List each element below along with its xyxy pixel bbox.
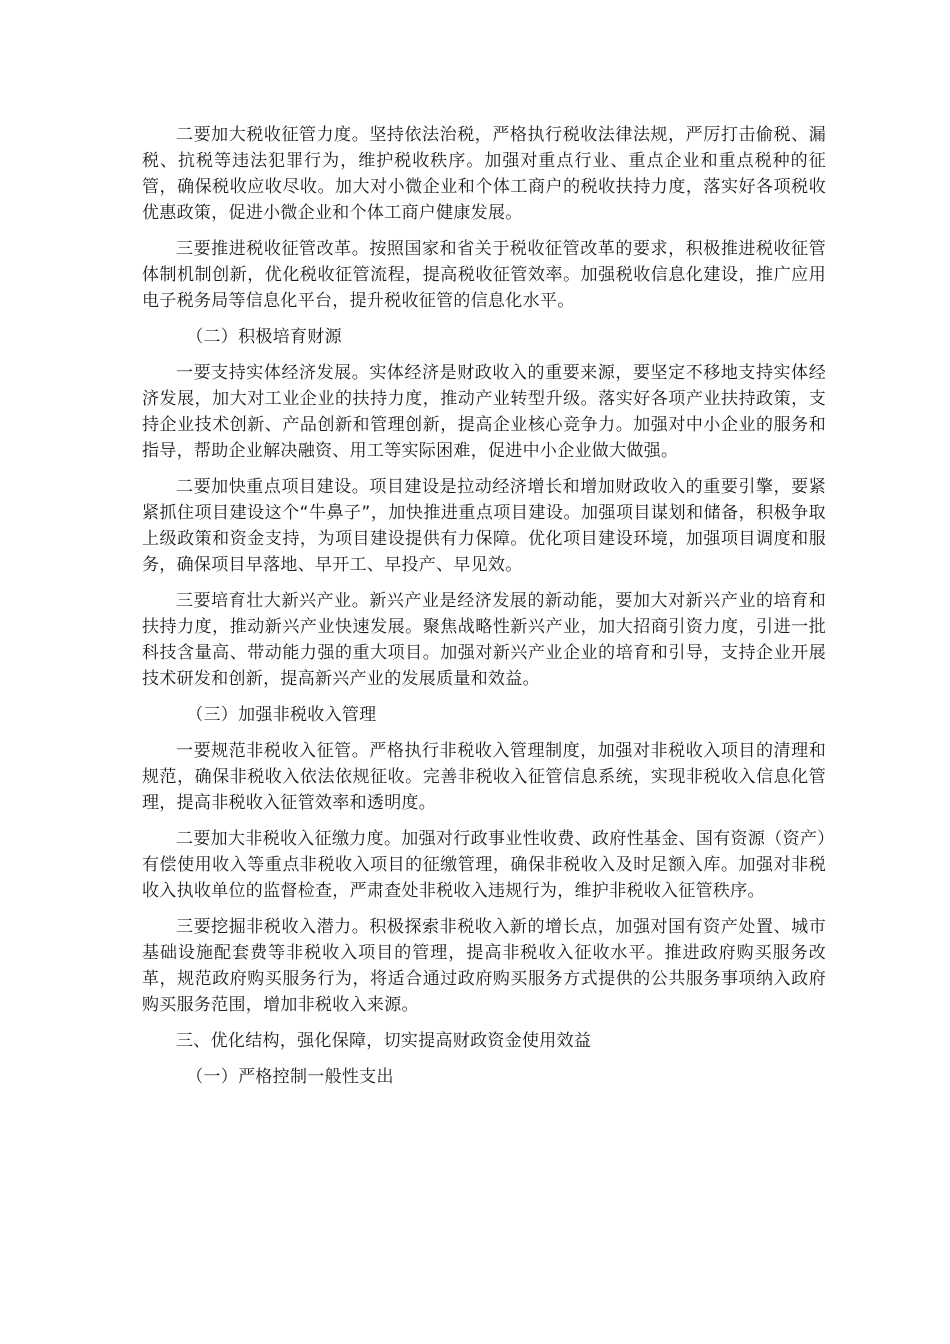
section-heading-non-tax-revenue: （三）加强非税收入管理 <box>186 705 377 725</box>
section-heading-cultivate-revenue: （二）积极培育财源 <box>186 327 342 347</box>
document-body <box>142 122 826 1100</box>
section-heading-control-spending: （一）严格控制一般性支出 <box>186 1067 394 1087</box>
paragraph-tax-reform: 三要推进税收征管改革。按照国家和省关于税收征管改革的要求，积极推进税收征管体制机制创新，优化税收征管流程，提高税收征管效率。加强税收信息化建设，推广应用电子税务局等信息化平台，提升税收征管的信息化水平。 <box>142 239 826 311</box>
paragraph-non-tax-standardize: 一要规范非税收入征管。严格执行非税收入管理制度，加强对非税收入项目的清理和规范，确保非税收入依法依规征收。完善非税收入征管信息系统，实现非税收入信息化管理，提高非税收入征管效率和透明度。 <box>142 741 826 813</box>
paragraph-key-projects: 二要加快重点项目建设。项目建设是拉动经济增长和增加财政收入的重要引擎，要紧紧抓住项目建设这个“牛鼻子”，加快推进重点项目建设。加强项目谋划和储备，积极争取上级政策和资金支持，为项目建设提供有力保障。优化项目建设环境，加强项目调度和服务，确保项目早落地、早开工、早投产、早见效。 <box>142 477 826 575</box>
paragraph-real-economy: 一要支持实体经济发展。实体经济是财政收入的重要来源，要坚定不移地支持实体经济发展，加大对工业企业的扶持力度，推动产业转型升级。落实好各项产业扶持政策，支持企业技术创新、产品创新和管理创新，提高企业核心竞争力。加强对中小企业的服务和指导，帮助企业解决融资、用工等实际困难，促进中小企业做大做强。 <box>142 363 826 461</box>
paragraph-tax-enforcement: 二要加大税收征管力度。坚持依法治税，严格执行税收法律法规，严厉打击偷税、漏税、抗税等违法犯罪行为，维护税收秩序。加强对重点行业、重点企业和重点税种的征管，确保税收应收尽收。加大对小微企业和个体工商户的税收扶持力度，落实好各项税收优惠政策，促进小微企业和个体工商户健康发展。 <box>142 125 826 223</box>
paragraph-non-tax-collection: 二要加大非税收入征缴力度。加强对行政事业性收费、政府性基金、国有资源（资产）有偿使用收入等重点非税收入项目的征缴管理，确保非税收入及时足额入库。加强对非税收入执收单位的监督检查，严肃查处非税收入违规行为，维护非税收入征管秩序。 <box>142 829 826 901</box>
paragraph-emerging-industries: 三要培育壮大新兴产业。新兴产业是经济发展的新动能，要加大对新兴产业的培育和扶持力度，推动新兴产业快速发展。聚焦战略性新兴产业，加大招商引资力度，引进一批科技含量高、带动能力强的重大项目。加强对新兴产业企业的培育和引导，支持企业开展技术研发和创新，提高新兴产业的发展质量和效益。 <box>142 591 826 689</box>
chapter-heading-optimize-structure: 三、优化结构，强化保障，切实提高财政资金使用效益 <box>176 1031 592 1051</box>
paragraph-non-tax-potential: 三要挖掘非税收入潜力。积极探索非税收入新的增长点，加强对国有资产处置、城市基础设施配套费等非税收入项目的管理，提高非税收入征收水平。推进政府购买服务改革，规范政府购买服务行为，将适合通过政府购买服务方式提供的公共服务事项纳入政府购买服务范围，增加非税收入来源。 <box>142 917 826 1015</box>
